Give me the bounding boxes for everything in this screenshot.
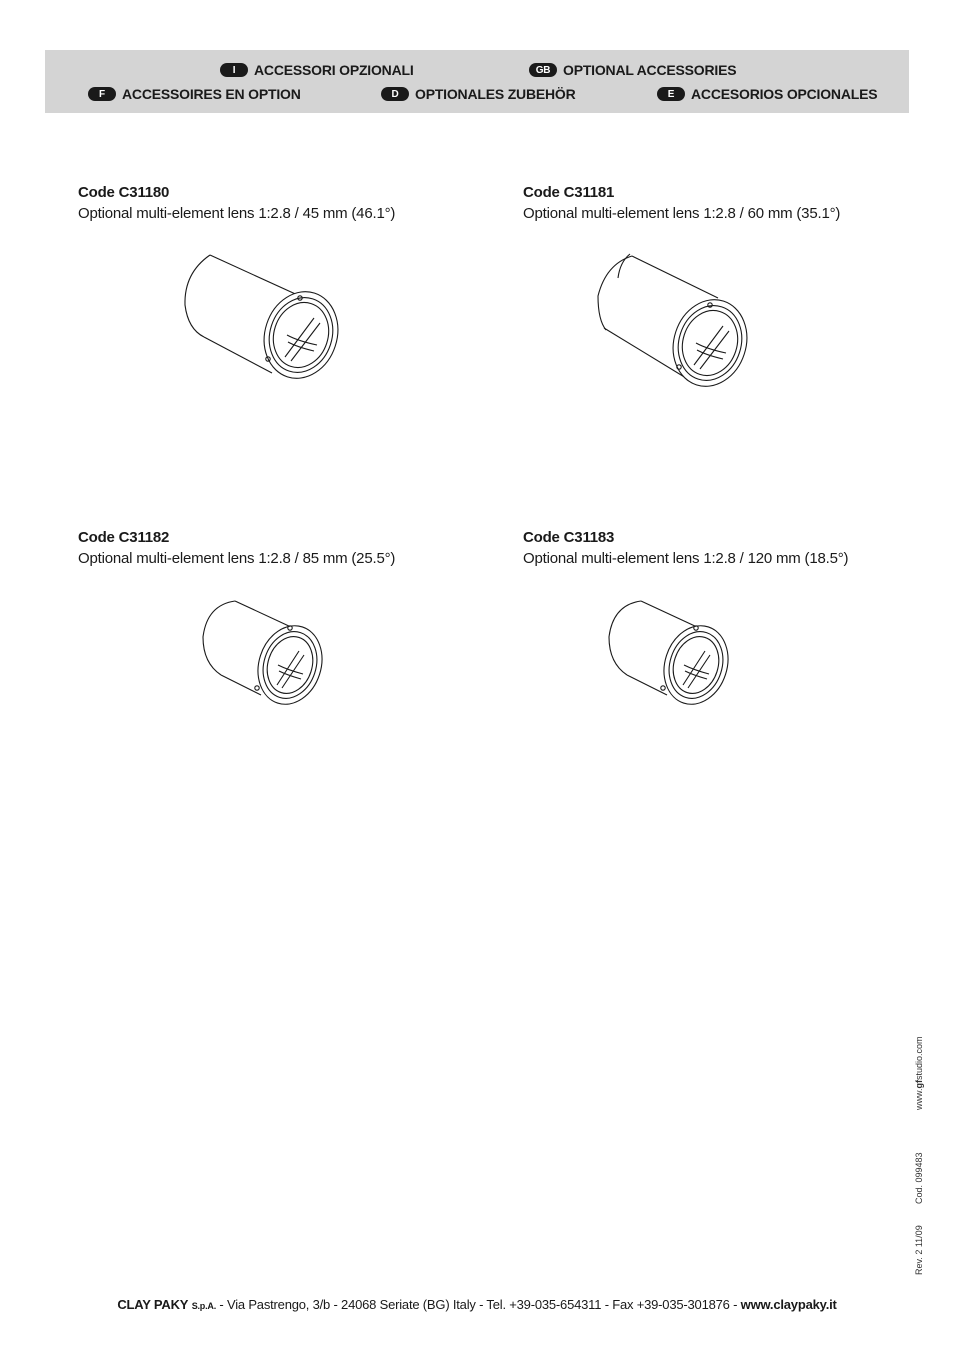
lens-drawing <box>180 245 345 385</box>
header-label-english: OPTIONAL ACCESSORIES <box>563 62 737 78</box>
footer-spa: S.p.A. <box>191 1301 217 1311</box>
product-code: Code C31181 <box>523 184 615 201</box>
lens-drawing <box>601 595 746 720</box>
lens-illustration-c31180 <box>180 245 345 385</box>
product-c31182 <box>78 528 478 570</box>
header-label-german: OPTIONALES ZUBEHÖR <box>415 86 576 102</box>
product-description: Optional multi-element lens 1:2.8 / 120 mm (18.5°) <box>523 550 849 567</box>
side-website-prefix: www. <box>914 1088 924 1110</box>
product-code: Code C31182 <box>78 529 170 546</box>
lang-badge-italian: I <box>220 63 248 77</box>
lens-illustration-c31181 <box>590 248 760 393</box>
side-website-suffix: studio.com <box>914 1036 924 1080</box>
product-code: Code C31180 <box>78 184 170 201</box>
product-c31183 <box>523 528 923 570</box>
product-c31180 <box>78 183 478 225</box>
lang-badge-german: D <box>381 87 409 101</box>
side-cod-number: Cod. 099483 <box>914 1152 924 1204</box>
header-item-italian <box>220 62 414 78</box>
product-code: Code C31183 <box>523 529 615 546</box>
side-website-bold: gf <box>914 1079 924 1089</box>
lang-badge-english: GB <box>529 63 557 77</box>
lens-illustration-c31182 <box>195 595 340 720</box>
lang-badge-spanish: E <box>657 87 685 101</box>
lens-illustration-c31183 <box>601 595 746 720</box>
side-website <box>914 1036 924 1110</box>
header-label-french: ACCESSOIRES EN OPTION <box>122 86 301 102</box>
footer-brand: CLAY PAKY <box>117 1297 189 1312</box>
side-revision: Rev. 2 11/09 <box>914 1225 924 1275</box>
lang-badge-french: F <box>88 87 116 101</box>
footer-address: - Via Pastrengo, 3/b - 24068 Seriate (BG) Italy - Tel. +39-035-654311 - Fax +39-035-301876 - <box>216 1297 741 1312</box>
product-description: Optional multi-element lens 1:2.8 / 45 mm (46.1°) <box>78 205 396 222</box>
header-item-french <box>88 86 301 102</box>
product-description: Optional multi-element lens 1:2.8 / 60 mm (35.1°) <box>523 205 841 222</box>
product-c31181 <box>523 183 923 225</box>
footer-website: www.claypaky.it <box>740 1297 837 1312</box>
lens-drawing <box>590 248 760 393</box>
lens-drawing <box>195 595 340 720</box>
header-band <box>45 50 909 113</box>
header-item-english <box>529 62 736 78</box>
header-item-german <box>381 86 576 102</box>
footer <box>0 1297 954 1312</box>
header-label-spanish: ACCESORIOS OPCIONALES <box>691 86 878 102</box>
product-description: Optional multi-element lens 1:2.8 / 85 mm (25.5°) <box>78 550 396 567</box>
header-label-italian: ACCESSORI OPZIONALI <box>254 62 414 78</box>
header-item-spanish <box>657 86 877 102</box>
